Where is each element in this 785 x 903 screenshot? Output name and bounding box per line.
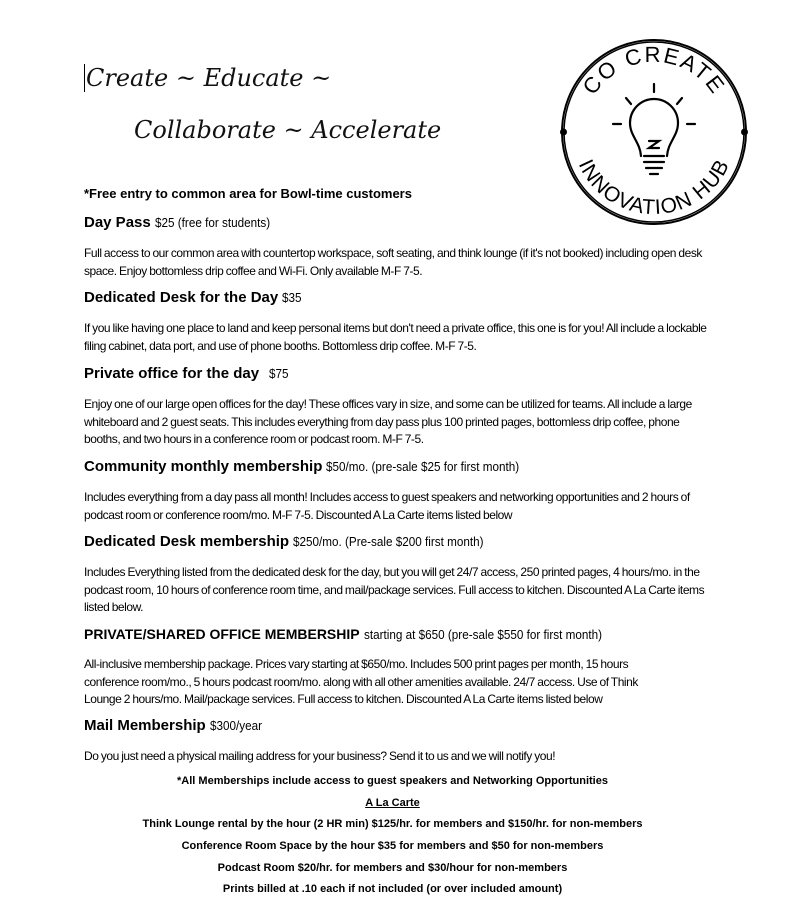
section-title: Private office for the day <box>84 365 260 382</box>
section-description: Do you just need a physical mailing address for your business? Send it to us and we will notify you! <box>84 749 556 763</box>
section-mail-membership <box>84 717 709 766</box>
memberships-note: *All Memberships include access to guest speakers and Networking Opportunities <box>177 775 608 787</box>
section-description: Includes everything from a day pass all month! Includes access to guest speakers and networking opportunities and 2 hours of podcast room or conference room/mo. M-F 7-5. Discounted A La Carte items listed below <box>84 490 690 522</box>
a-la-carte-item: Prints billed at .10 each if not included (or over included amount) <box>222 883 563 895</box>
section-price: $300/year <box>209 718 262 733</box>
a-la-carte-item: Think Lounge rental by the hour (2 HR min) $125/hr. for members and $150/hr. for non-members <box>142 818 643 830</box>
section-dedicated-desk-membership <box>84 533 709 617</box>
section-title: Community monthly membership <box>84 458 323 475</box>
section-private-shared-office <box>84 626 709 709</box>
section-description: Full access to our common area with countertop workspace, soft seating, and think lounge (if it's not booked) including open desk space. Enjoy bottomless drip coffee and Wi-Fi. Only available M-F 7-5. <box>84 246 702 278</box>
section-title: Mail Membership <box>84 717 206 734</box>
section-title: Day Pass <box>84 214 151 231</box>
tagline-line-1: Create ~ Educate ~ <box>86 64 332 92</box>
section-description: Includes Everything listed from the dedicated desk for the day, but you will get 24/7 access, 250 printed pages, 4 hours/mo. in the podcast room, 10 hours of conference room time, and mail/package services. Full access to kitchen. Discounted A La Carte items listed below. <box>84 565 705 614</box>
section-price: $250/mo. (Pre-sale $200 first month) <box>292 534 484 549</box>
a-la-carte-heading: A La Carte <box>365 797 420 809</box>
a-la-carte-item: Podcast Room $20/hr. for members and $30/hour for non-members <box>217 862 568 874</box>
section-day-pass <box>84 214 709 280</box>
section-community-membership <box>84 458 709 524</box>
section-price: $75 <box>268 366 289 381</box>
section-private-office-day <box>84 365 709 449</box>
section-description: Enjoy one of our large open offices for the day! These offices vary in size, and some can be utilized for teams. All include a large whiteboard and 2 guest seats. This includes everything from day pass plus 100 printed pages, bottomless drip coffee, phone booths, and two hours in a conference room or podcast room. M-F 7-5. <box>84 397 692 446</box>
a-la-carte-item: Conference Room Space by the hour $35 for members and $50 for non-members <box>181 840 604 852</box>
section-price: $25 (free for students) <box>154 215 270 230</box>
section-title: Dedicated Desk for the Day <box>84 289 279 306</box>
section-title: Dedicated Desk membership <box>84 533 290 550</box>
section-price: $35 <box>282 290 302 305</box>
logo-bottom-text: INNOVATION HUB <box>573 155 735 220</box>
section-description: If you like having one place to land and keep personal items but don't need a private office, this one is for you! All include a lockable filing cabinet, data port, and use of phone booths. Bottomless drip coffee. M-F 7-5. <box>84 321 707 353</box>
section-price: starting at $650 (pre-sale $550 for first month) <box>363 627 602 642</box>
section-price: $50/mo. (pre-sale $25 for first month) <box>326 459 520 474</box>
tagline-line-2: Collaborate ~ Accelerate <box>134 116 442 144</box>
free-entry-note: *Free entry to common area for Bowl-time customers <box>84 186 412 201</box>
section-title: PRIVATE/SHARED OFFICE MEMBERSHIP <box>84 626 360 642</box>
svg-text:INNOVATION HUB <box>574 155 734 219</box>
co-create-logo <box>560 38 748 226</box>
section-description: All-inclusive membership package. Prices vary starting at $650/mo. Includes 500 print pages per month, 15 hours conference room/mo., 5 hours podcast room/mo. along with all other amenities available. 24/7 access. Use of Think Lounge 2 hours/mo. Mail/package services. Full access to kitchen. Discounted A La Carte items listed below <box>84 657 638 706</box>
lightbulb-icon <box>613 84 695 174</box>
logo-top-text: CO CREATE <box>577 41 731 100</box>
section-dedicated-desk-day <box>84 289 709 355</box>
